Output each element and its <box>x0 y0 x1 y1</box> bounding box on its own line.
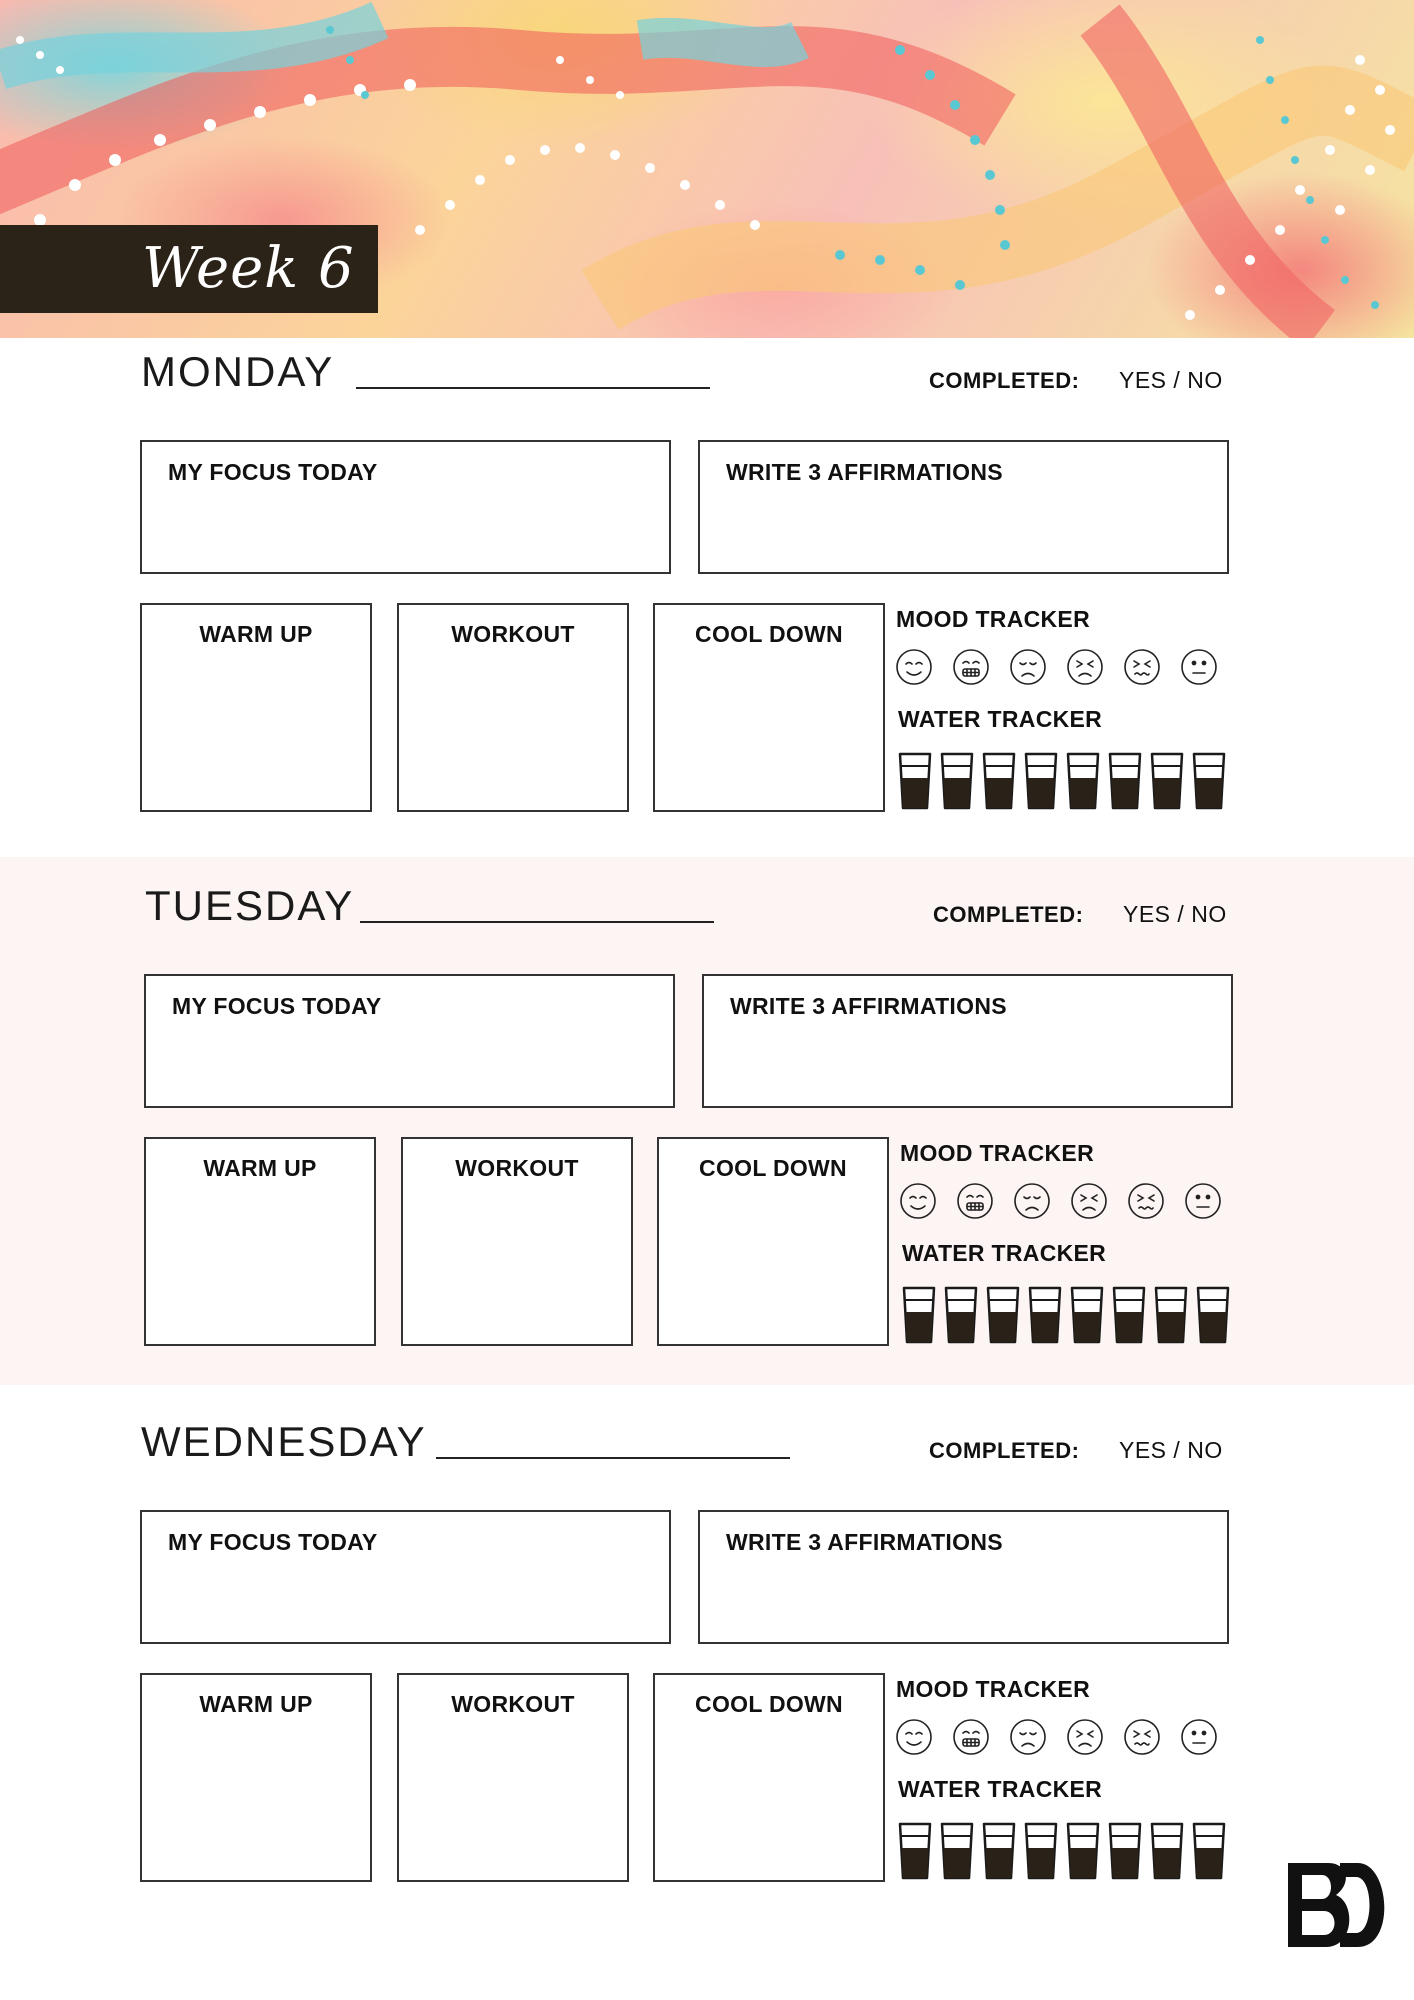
yes-option[interactable]: YES <box>1119 1437 1167 1463</box>
smiling-face-icon[interactable] <box>895 648 933 691</box>
warmup-box-title: WARM UP <box>203 1155 317 1181</box>
warmup-box-title: WARM UP <box>199 621 313 647</box>
smiling-face-icon[interactable] <box>899 1182 937 1225</box>
mood-tracker-title: MOOD TRACKER <box>900 1140 1094 1166</box>
affirmations-box-title: WRITE 3 AFFIRMATIONS <box>726 1529 1003 1555</box>
no-option[interactable]: NO <box>1187 1437 1223 1463</box>
affirmations-box-title: WRITE 3 AFFIRMATIONS <box>726 459 1003 485</box>
focus-box[interactable] <box>140 1510 671 1644</box>
neutral-face-icon[interactable] <box>1180 1718 1218 1761</box>
workout-box-title: WORKOUT <box>451 1691 575 1717</box>
affirmations-box[interactable] <box>698 1510 1229 1644</box>
water-glass-icon[interactable] <box>1196 1286 1230 1349</box>
neutral-face-icon[interactable] <box>1180 648 1218 691</box>
mood-tracker-title: MOOD TRACKER <box>896 606 1090 632</box>
slash-separator: / <box>1173 367 1188 393</box>
day-title: TUESDAY <box>145 882 355 929</box>
warmup-box[interactable] <box>140 1673 372 1882</box>
sad-face-icon[interactable] <box>1013 1182 1051 1225</box>
water-glass-icon[interactable] <box>1066 752 1100 815</box>
workout-box[interactable] <box>397 1673 629 1882</box>
smiling-face-icon[interactable] <box>895 1718 933 1761</box>
affirmations-box[interactable] <box>698 440 1229 574</box>
water-glass-icon[interactable] <box>1024 1822 1058 1885</box>
cooldown-box-title: COOL DOWN <box>695 621 843 647</box>
frustrated-face-icon[interactable] <box>1066 648 1104 691</box>
water-glass-icon[interactable] <box>982 752 1016 815</box>
workout-box[interactable] <box>401 1137 633 1346</box>
day-title: WEDNESDAY <box>141 1418 427 1465</box>
water-tracker <box>898 1822 1226 1885</box>
water-glass-icon[interactable] <box>1108 1822 1142 1885</box>
workout-box-title: WORKOUT <box>455 1155 579 1181</box>
sad-face-icon[interactable] <box>1009 1718 1047 1761</box>
warmup-box[interactable] <box>140 603 372 812</box>
affirmations-box-title: WRITE 3 AFFIRMATIONS <box>730 993 1007 1019</box>
slash-separator: / <box>1177 901 1192 927</box>
cooldown-box[interactable] <box>657 1137 889 1346</box>
water-glass-icon[interactable] <box>986 1286 1020 1349</box>
cooldown-box[interactable] <box>653 603 885 812</box>
date-line[interactable] <box>360 921 714 923</box>
no-option[interactable]: NO <box>1191 901 1227 927</box>
day-title: MONDAY <box>141 348 335 395</box>
neutral-face-icon[interactable] <box>1184 1182 1222 1225</box>
header-banner <box>0 0 1414 338</box>
date-line[interactable] <box>436 1457 790 1459</box>
focus-box[interactable] <box>144 974 675 1108</box>
date-line[interactable] <box>356 387 710 389</box>
water-glass-icon[interactable] <box>898 752 932 815</box>
water-glass-icon[interactable] <box>982 1822 1016 1885</box>
water-glass-icon[interactable] <box>1108 752 1142 815</box>
workout-box-title: WORKOUT <box>451 621 575 647</box>
week-title: Week 6 <box>142 236 355 301</box>
water-tracker-title: WATER TRACKER <box>898 1776 1103 1802</box>
nauseated-face-icon[interactable] <box>1123 648 1161 691</box>
mood-tracker <box>895 1718 1218 1761</box>
grinning-face-icon[interactable] <box>956 1182 994 1225</box>
focus-box-title: MY FOCUS TODAY <box>168 459 378 485</box>
water-glass-icon[interactable] <box>1192 1822 1226 1885</box>
water-tracker <box>898 752 1226 815</box>
water-glass-icon[interactable] <box>1192 752 1226 815</box>
nauseated-face-icon[interactable] <box>1123 1718 1161 1761</box>
no-option[interactable]: NO <box>1187 367 1223 393</box>
cooldown-box-title: COOL DOWN <box>699 1155 847 1181</box>
water-glass-icon[interactable] <box>940 1822 974 1885</box>
warmup-box-title: WARM UP <box>199 1691 313 1717</box>
completed-yes-no <box>1119 1437 1223 1464</box>
water-glass-icon[interactable] <box>1024 752 1058 815</box>
completed-label: COMPLETED: <box>933 902 1084 927</box>
water-glass-icon[interactable] <box>944 1286 978 1349</box>
workout-box[interactable] <box>397 603 629 812</box>
frustrated-face-icon[interactable] <box>1070 1182 1108 1225</box>
water-glass-icon[interactable] <box>1070 1286 1104 1349</box>
mood-tracker <box>895 648 1218 691</box>
focus-box[interactable] <box>140 440 671 574</box>
focus-box-title: MY FOCUS TODAY <box>168 1529 378 1555</box>
completed-yes-no <box>1119 367 1223 394</box>
water-glass-icon[interactable] <box>902 1286 936 1349</box>
yes-option[interactable]: YES <box>1119 367 1167 393</box>
focus-box-title: MY FOCUS TODAY <box>172 993 382 1019</box>
water-glass-icon[interactable] <box>940 752 974 815</box>
water-glass-icon[interactable] <box>1028 1286 1062 1349</box>
yes-option[interactable]: YES <box>1123 901 1171 927</box>
completed-label: COMPLETED: <box>929 1438 1080 1463</box>
water-glass-icon[interactable] <box>1154 1286 1188 1349</box>
water-tracker-title: WATER TRACKER <box>898 706 1103 732</box>
sad-face-icon[interactable] <box>1009 648 1047 691</box>
slash-separator: / <box>1173 1437 1188 1463</box>
water-glass-icon[interactable] <box>1150 752 1184 815</box>
frustrated-face-icon[interactable] <box>1066 1718 1104 1761</box>
completed-label: COMPLETED: <box>929 368 1080 393</box>
water-glass-icon[interactable] <box>1150 1822 1184 1885</box>
affirmations-box[interactable] <box>702 974 1233 1108</box>
water-tracker <box>902 1286 1230 1349</box>
grinning-face-icon[interactable] <box>952 648 990 691</box>
cooldown-box-title: COOL DOWN <box>695 1691 843 1717</box>
warmup-box[interactable] <box>144 1137 376 1346</box>
water-tracker-title: WATER TRACKER <box>902 1240 1107 1266</box>
brand-logo <box>1278 1855 1400 1955</box>
grinning-face-icon[interactable] <box>952 1718 990 1761</box>
water-glass-icon[interactable] <box>1112 1286 1146 1349</box>
water-glass-icon[interactable] <box>898 1822 932 1885</box>
mood-tracker <box>899 1182 1222 1225</box>
nauseated-face-icon[interactable] <box>1127 1182 1165 1225</box>
mood-tracker-title: MOOD TRACKER <box>896 1676 1090 1702</box>
water-glass-icon[interactable] <box>1066 1822 1100 1885</box>
cooldown-box[interactable] <box>653 1673 885 1882</box>
completed-yes-no <box>1123 901 1227 928</box>
week-label <box>0 225 378 313</box>
